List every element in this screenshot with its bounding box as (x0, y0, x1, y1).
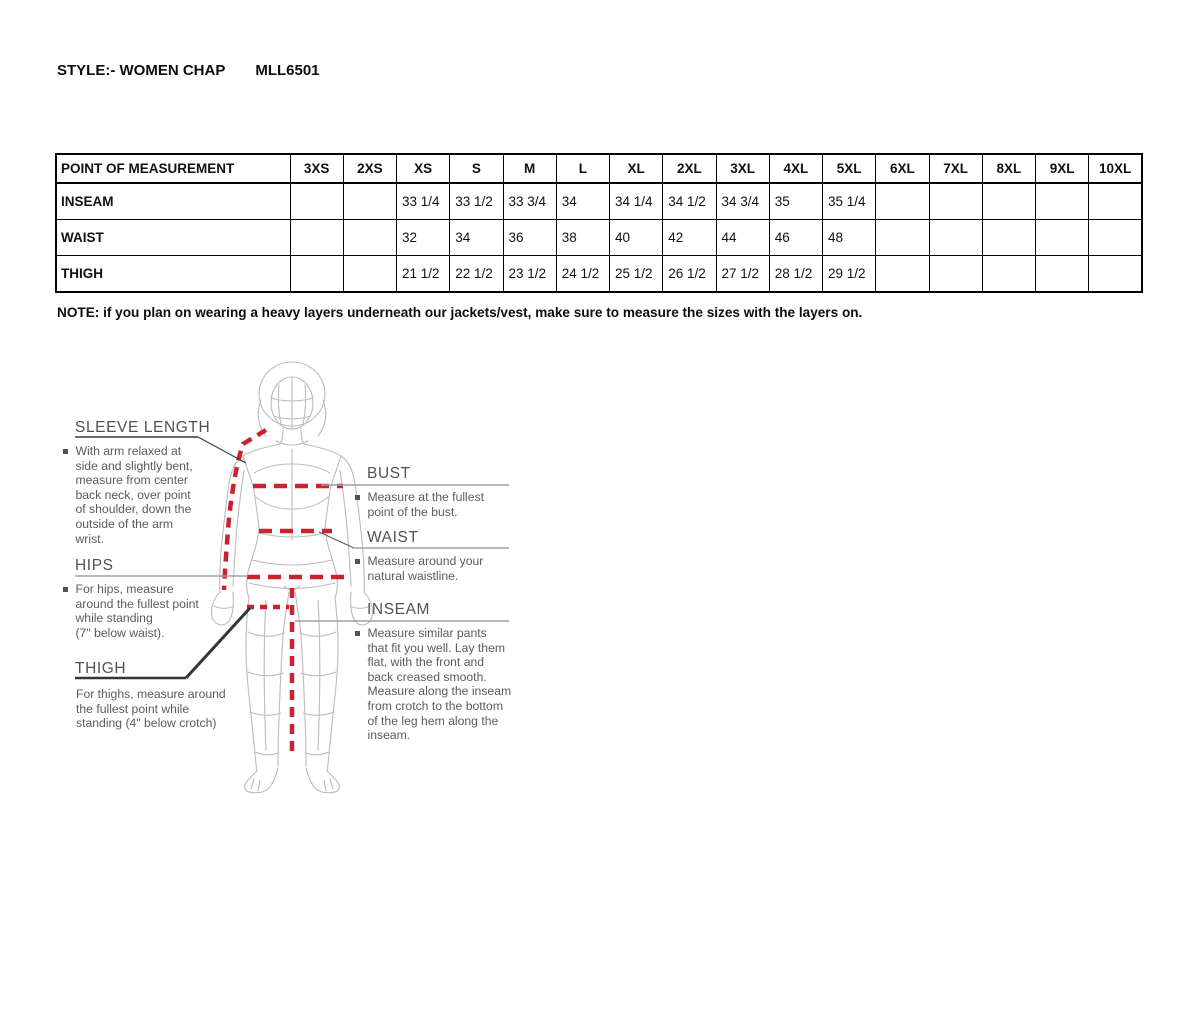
col-header-point-of-measurement: POINT OF MEASUREMENT (56, 154, 290, 183)
size-value-cell: 33 1/4 (397, 183, 450, 220)
size-value-cell: 26 1/2 (663, 256, 716, 293)
size-value-cell (343, 220, 396, 256)
size-value-cell (929, 256, 982, 293)
size-chart-table (55, 153, 1143, 293)
size-value-cell: 34 (450, 220, 503, 256)
size-chart (55, 153, 1143, 293)
col-header-5xl: 5XL (823, 154, 876, 183)
col-header-9xl: 9XL (1036, 154, 1089, 183)
size-value-cell: 34 3/4 (716, 183, 769, 220)
inseam-description: Measure similar pants that fit you well. Lay them flat, with the front and back creased smooth. Measure along the inseam from crotch to the bottom of the leg hem along the inseam. (355, 626, 525, 743)
style-code: MLL6501 (255, 62, 320, 79)
size-value-cell (290, 220, 343, 256)
size-value-cell: 34 (556, 183, 609, 220)
size-value-cell: 21 1/2 (397, 256, 450, 293)
size-value-cell: 35 1/4 (823, 183, 876, 220)
size-value-cell (929, 183, 982, 220)
size-value-cell (1036, 183, 1089, 220)
size-value-cell: 40 (610, 220, 663, 256)
size-value-cell: 28 1/2 (769, 256, 822, 293)
bullet-icon (355, 631, 360, 636)
size-value-cell (290, 256, 343, 293)
size-value-cell (1089, 256, 1142, 293)
size-value-cell (1036, 256, 1089, 293)
col-header-l: L (556, 154, 609, 183)
waist-description: Measure around your natural waistline. (355, 554, 520, 583)
note-text: NOTE: if you plan on wearing a heavy layers underneath our jackets/vest, make sure to measure the sizes with the layers on. (57, 305, 863, 320)
table-row (56, 256, 1142, 293)
hips-heading: HIPS (75, 557, 114, 574)
size-value-cell: 29 1/2 (823, 256, 876, 293)
thigh-heading: THIGH (75, 660, 127, 677)
bullet-icon (63, 587, 68, 592)
page-title (57, 62, 320, 79)
bullet-icon (355, 559, 360, 564)
col-header-2xl: 2XL (663, 154, 716, 183)
sleeve-length-heading: SLEEVE LENGTH (75, 419, 211, 436)
table-row (56, 220, 1142, 256)
col-header-8xl: 8XL (982, 154, 1035, 183)
sleeve-length-description: With arm relaxed at side and slightly bent, measure from center back neck, over point of shoulder, down the outside of the arm wrist. (63, 444, 228, 546)
size-value-cell: 24 1/2 (556, 256, 609, 293)
size-value-cell (1036, 220, 1089, 256)
size-value-cell (1089, 183, 1142, 220)
col-header-xs: XS (397, 154, 450, 183)
bust-heading: BUST (367, 465, 411, 482)
size-value-cell: 46 (769, 220, 822, 256)
size-value-cell (876, 256, 929, 293)
col-header-3xl: 3XL (716, 154, 769, 183)
size-value-cell (876, 183, 929, 220)
size-value-cell (290, 183, 343, 220)
col-header-xl: XL (610, 154, 663, 183)
size-value-cell (876, 220, 929, 256)
bust-description: Measure at the fullest point of the bust. (355, 490, 520, 519)
col-header-s: S (450, 154, 503, 183)
size-value-cell: 32 (397, 220, 450, 256)
col-header-2xs: 2XS (343, 154, 396, 183)
style-label: STYLE:- WOMEN CHAP (57, 62, 226, 79)
size-value-cell: 25 1/2 (610, 256, 663, 293)
hips-description: For hips, measure around the fullest point while standing (7" below waist). (63, 582, 233, 640)
size-value-cell: 23 1/2 (503, 256, 556, 293)
size-value-cell: 34 1/2 (663, 183, 716, 220)
waist-heading: WAIST (367, 529, 419, 546)
bullet-icon (355, 495, 360, 500)
inseam-heading: INSEAM (367, 601, 431, 618)
size-value-cell: 36 (503, 220, 556, 256)
size-value-cell (1089, 220, 1142, 256)
size-value-cell: 38 (556, 220, 609, 256)
col-header-6xl: 6XL (876, 154, 929, 183)
size-value-cell: 42 (663, 220, 716, 256)
col-header-m: M (503, 154, 556, 183)
thigh-description: For thighs, measure around the fullest point while standing (4" below crotch) (76, 687, 226, 731)
size-value-cell: 34 1/4 (610, 183, 663, 220)
size-value-cell (982, 256, 1035, 293)
bullet-icon (63, 449, 68, 454)
size-value-cell (343, 183, 396, 220)
col-header-7xl: 7XL (929, 154, 982, 183)
size-value-cell: 33 1/2 (450, 183, 503, 220)
size-value-cell (343, 256, 396, 293)
size-value-cell: 33 3/4 (503, 183, 556, 220)
row-label-inseam: INSEAM (56, 183, 290, 220)
size-value-cell: 44 (716, 220, 769, 256)
size-value-cell: 48 (823, 220, 876, 256)
size-value-cell (929, 220, 982, 256)
table-header-row (56, 154, 1142, 183)
size-value-cell (982, 220, 1035, 256)
row-label-waist: WAIST (56, 220, 290, 256)
size-value-cell (982, 183, 1035, 220)
col-header-4xl: 4XL (769, 154, 822, 183)
size-value-cell: 22 1/2 (450, 256, 503, 293)
col-header-3xs: 3XS (290, 154, 343, 183)
size-value-cell: 27 1/2 (716, 256, 769, 293)
row-label-thigh: THIGH (56, 256, 290, 293)
col-header-10xl: 10XL (1089, 154, 1142, 183)
size-value-cell: 35 (769, 183, 822, 220)
table-row (56, 183, 1142, 220)
